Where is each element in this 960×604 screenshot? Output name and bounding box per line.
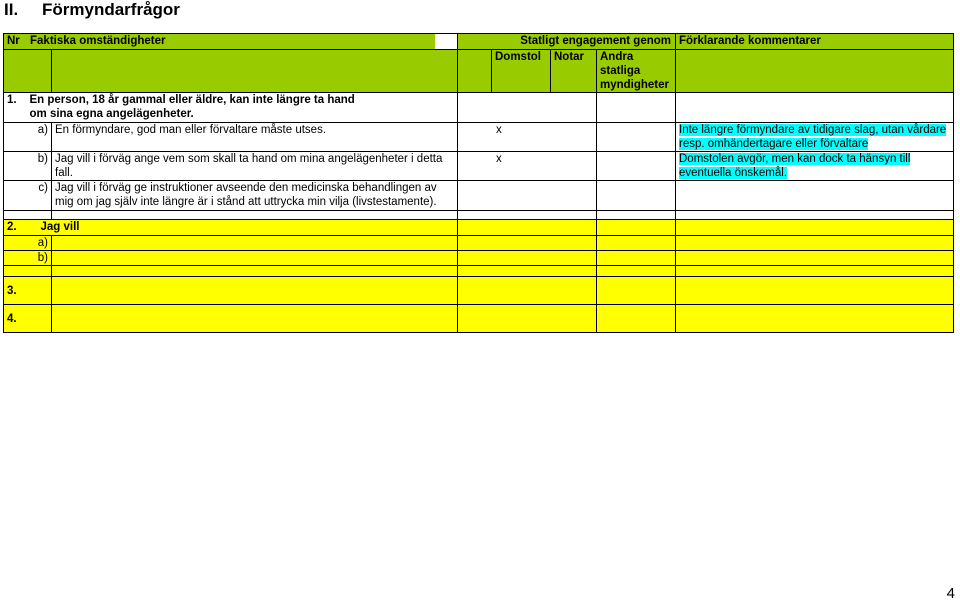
header-court: Domstol [492,50,551,93]
header-notary: Notar [551,50,597,93]
section-title: Förmyndarfrågor [42,0,180,19]
table-row: b) Jag vill i förväg ange vem som skall ta hand om mina angelägenheter i detta fall. x Domstolen avgör, men kan dock ta hänsyn till eventuella önskemål. [4,152,954,181]
table-row: b) [4,251,954,266]
header-nr: Nr [4,34,27,50]
page-number: 4 [946,585,955,602]
comment-1b: Domstolen avgör, men kan dock ta hänsyn till eventuella önskemål. [679,153,911,179]
table-row: c) Jag vill i förväg ge instruktioner avseende den medicinska behandlingen av mig om jag själv inte längre är i stånd att uttrycka min vilja (livstestamente). [4,181,954,211]
guardianship-table [3,33,954,333]
table-row: a) En förmyndare, god man eller förvaltare måste utses. x Inte längre förmyndare av tidigare slag, utan vårdare resp. omhändertagare eller förvaltare [4,123,954,152]
table-row: 1. En person, 18 år gammal eller äldre, kan inte längre ta hand om sina egna angelägenheter. [4,93,954,123]
table-row: 4. [4,305,954,333]
comment-1a: Inte längre förmyndare av tidigare slag, utan vårdare resp. omhändertagare eller förvaltare [679,124,947,150]
table-row: 3. [4,277,954,305]
table-row: 2. Jag vill [4,220,954,236]
header-facts: Faktiska omständigheter [30,34,436,50]
section-heading [4,0,180,20]
header-comments: Förklarande kommentarer [676,34,954,50]
table-row: a) [4,236,954,251]
spacer-row [4,211,954,220]
table-row [4,266,954,277]
header-engagement: Statligt engagement genom [492,34,676,50]
header-row [4,34,954,50]
header-subrow [4,50,954,93]
section-number: II. [4,0,19,19]
header-other-authorities: Andra statliga myndigheter [597,50,676,93]
